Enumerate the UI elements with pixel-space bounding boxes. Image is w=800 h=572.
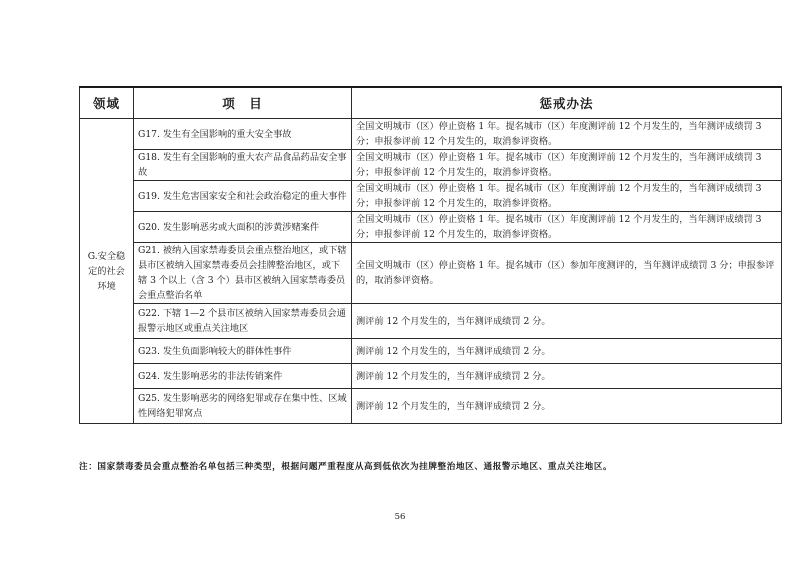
item-cell: G25. 发生影响恶劣的网络犯罪或存在集中性、区域性网络犯罪窝点 <box>134 389 352 424</box>
header-item: 项 目 <box>134 87 352 119</box>
item-cell: G19. 发生危害国家安全和社会政治稳定的重大事件 <box>134 181 352 212</box>
penalty-cell: 测评前 12 个月发生的，当年测评成绩罚 2 分。 <box>352 339 782 364</box>
page-number: 56 <box>394 512 406 522</box>
penalty-cell: 测评前 12 个月发生的，当年测评成绩罚 2 分。 <box>352 364 782 389</box>
table-row <box>80 212 782 243</box>
domain-cell: G.安全稳定的社会环境 <box>80 119 134 424</box>
item-cell: G22. 下辖 1—2 个县市区被纳入国家禁毒委员会通报警示地区或重点关注地区 <box>134 304 352 339</box>
item-cell: G21. 被纳入国家禁毒委员会重点整治地区，或下辖县市区被纳入国家禁毒委员会挂牌整治地区，或下辖 3 个以上（含 3 个）县市区被纳入国家禁毒委员会重点整治名单 <box>134 243 352 304</box>
table-row <box>80 304 782 339</box>
table-row <box>80 243 782 304</box>
penalty-cell: 全国文明城市（区）停止资格 1 年。提名城市（区）年度测评前 12 个月发生的，当年测评成绩罚 3 分；申报参评前 12 个月发生的，取消参评资格。 <box>352 119 782 150</box>
table-header-row <box>80 87 782 119</box>
table-row <box>80 389 782 424</box>
penalty-cell: 全国文明城市（区）停止资格 1 年。提名城市（区）参加年度测评的，当年测评成绩罚 3 分；申报参评的，取消参评资格。 <box>352 243 782 304</box>
penalty-cell: 测评前 12 个月发生的，当年测评成绩罚 2 分。 <box>352 389 782 424</box>
table-row <box>80 364 782 389</box>
table-row <box>80 339 782 364</box>
table-row <box>80 119 782 150</box>
table-footnote: 注：国家禁毒委员会重点整治名单包括三种类型，根据问题严重程度从高到低依次为挂牌整治地区、通报警示地区、重点关注地区。 <box>79 462 613 472</box>
item-cell: G17. 发生有全国影响的重大安全事故 <box>134 119 352 150</box>
item-cell: G20. 发生影响恶劣或大面积的涉黄涉赌案件 <box>134 212 352 243</box>
penalty-table <box>79 86 782 424</box>
penalty-cell: 全国文明城市（区）停止资格 1 年。提名城市（区）年度测评前 12 个月发生的，当年测评成绩罚 3 分；申报参评前 12 个月发生的，取消参评资格。 <box>352 181 782 212</box>
item-cell: G23. 发生负面影响较大的群体性事件 <box>134 339 352 364</box>
header-domain: 领域 <box>80 87 134 119</box>
table-row <box>80 181 782 212</box>
penalty-cell: 全国文明城市（区）停止资格 1 年。提名城市（区）年度测评前 12 个月发生的，当年测评成绩罚 3 分；申报参评前 12 个月发生的，取消参评资格。 <box>352 150 782 181</box>
penalty-cell: 全国文明城市（区）停止资格 1 年。提名城市（区）年度测评前 12 个月发生的，当年测评成绩罚 3 分；申报参评前 12 个月发生的，取消参评资格。 <box>352 212 782 243</box>
header-penalty: 惩戒办法 <box>352 87 782 119</box>
item-cell: G18. 发生有全国影响的重大农产品食品药品安全事故 <box>134 150 352 181</box>
penalty-cell: 测评前 12 个月发生的，当年测评成绩罚 2 分。 <box>352 304 782 339</box>
item-cell: G24. 发生影响恶劣的非法传销案件 <box>134 364 352 389</box>
table-row <box>80 150 782 181</box>
